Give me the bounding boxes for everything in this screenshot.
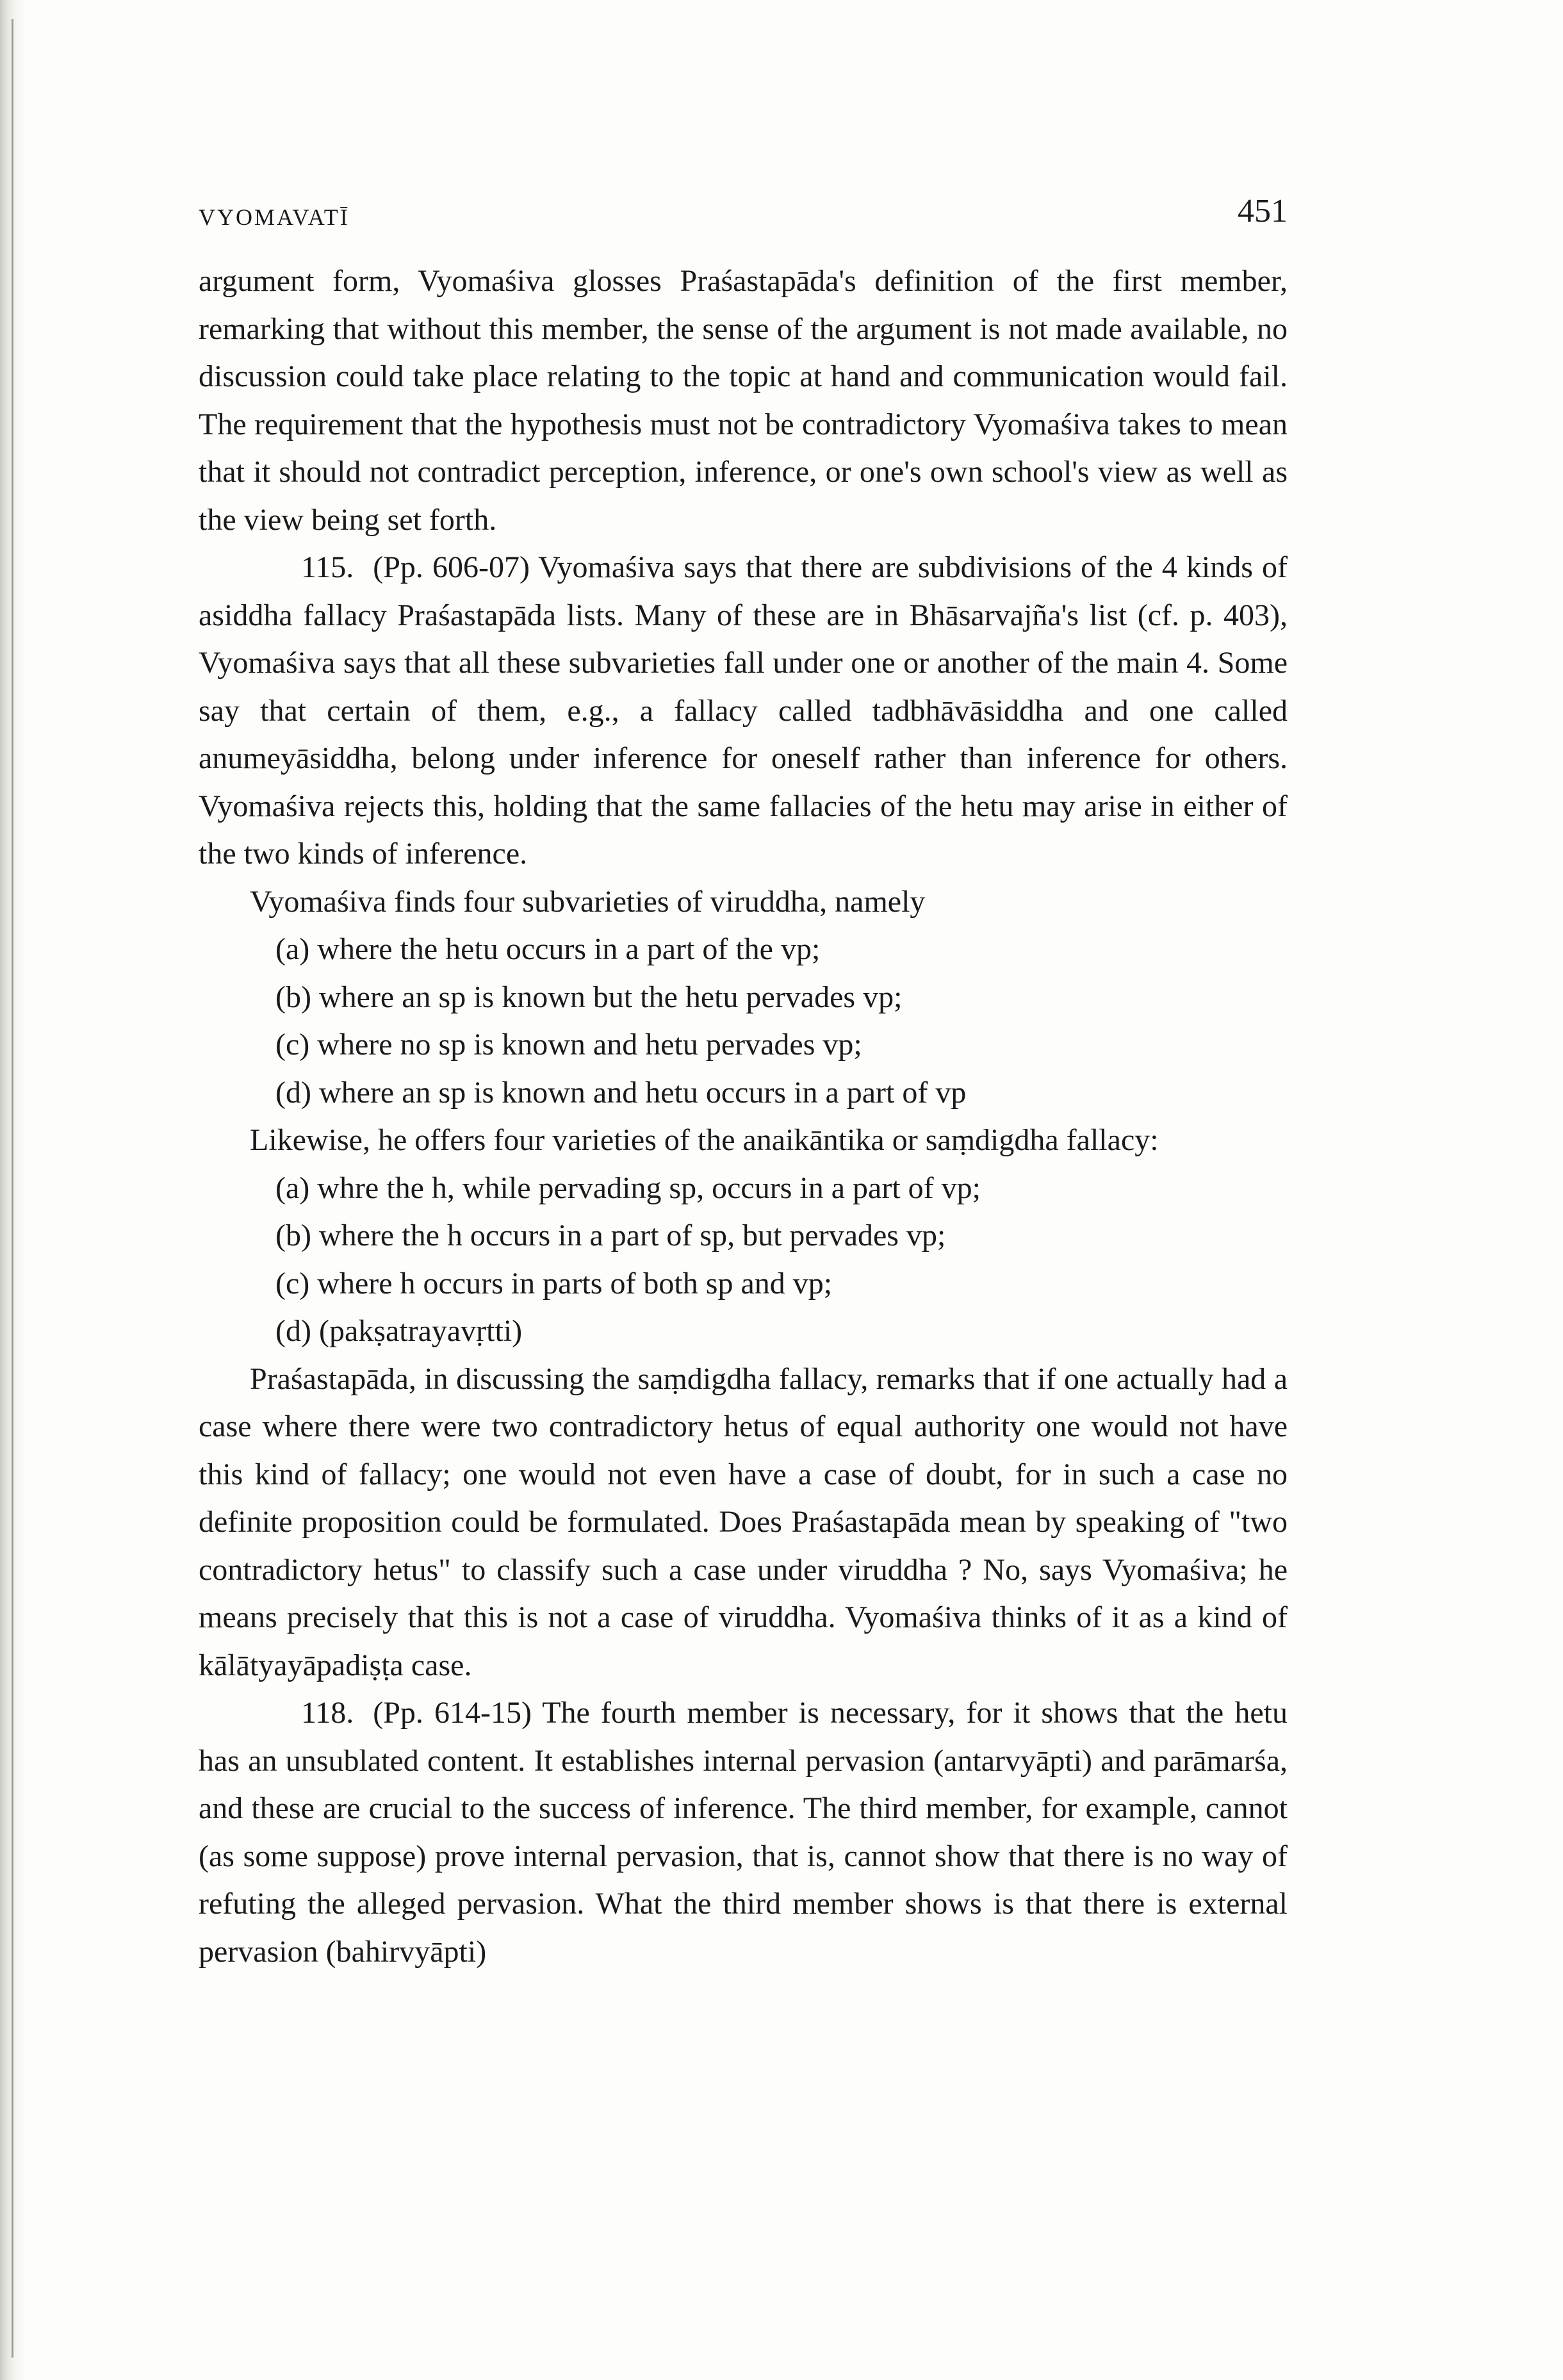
- list-item: (c) where no sp is known and hetu pervades vp;: [275, 1028, 862, 1062]
- paragraph-argument-form: argument form, Vyomaśiva glosses Praśastapāda's definition of the first member, remarking that without this member, the sense of the argument is not made available, no discussion could take place relating to the topic at hand and communication would fail. The requirement that the hypothesis must not be contradictory Vyomaśiva takes to mean that it should not contradict perception, inference, or one's own school's view as well as the view being set forth.: [199, 264, 1288, 537]
- list-item: (b) where the h occurs in a part of sp, but pervades vp;: [275, 1219, 946, 1252]
- list-item: (b) where an sp is known but the hetu pervades vp;: [275, 980, 903, 1014]
- list-item: (d) where an sp is known and hetu occurs in a part of vp: [275, 1075, 967, 1110]
- viruddha-intro: Vyomaśiva finds four subvarieties of viruddha, namely: [250, 884, 926, 919]
- list-item: (d) (pakṣatrayavṛtti): [275, 1314, 523, 1348]
- anaikantika-intro: Likewise, he offers four varieties of the anaikāntika or saṃdigdha fallacy:: [250, 1123, 1159, 1157]
- page-header: [199, 192, 1288, 237]
- list-item: (c) where h occurs in parts of both sp and vp;: [275, 1266, 833, 1301]
- list-item: (a) whre the h, while pervading sp, occurs in a part of vp;: [275, 1170, 981, 1205]
- paragraph-samdigdha: Praśastapāda, in discussing the saṃdigdha fallacy, remarks that if one actually had a case where there were two contradictory hetus of equal authority one would not have this kind of fallacy; one would not even have a case of doubt, for in such a case no definite proposition could be formulated. Does Praśastapāda mean by speaking of "two contradictory hetus" to classify such a case under viruddha ? No, says Vyomaśiva; he means precisely that this is not a case of viruddha. Vyomaśiva thinks of it as a kind of kālātyayāpadiṣṭa case.: [199, 1361, 1288, 1682]
- list-item: (a) where the hetu occurs in a part of the vp;: [275, 932, 821, 966]
- section-text: (Pp. 606-07) Vyomaśiva says that there are subdivisions of the 4 kinds of asiddha fallacy Praśastapāda lists. Many of these are in Bhāsarvajña's list (cf. p. 403), Vyomaśiva says that all these subvarieties fall under one or another of the main 4. Some say that certain of them, e.g., a fallacy called tadbhāvāsiddha and one called anumeyāsiddha, belong under inference for oneself rather than inference for others. Vyomaśiva rejects this, holding that the same fallacies of the hetu may arise in either of the two kinds of inference.: [199, 550, 1288, 871]
- section-text: (Pp. 614-15) The fourth member is necessary, for it shows that the hetu has an unsublated content. It establishes internal pervasion (antarvyāpti) and parāmarśa, and these are crucial to the success of inference. The third member, for example, cannot (as some suppose) prove internal pervasion, that is, cannot show that there is no way of refuting the alleged pervasion. What the third member shows is that there is external pervasion (bahirvyāpti): [199, 1696, 1288, 1969]
- section-115: [199, 544, 1288, 878]
- section-number: 115.: [301, 550, 354, 584]
- section-118: [199, 1689, 1288, 1976]
- section-number: 118.: [301, 1696, 354, 1730]
- page-body: [199, 258, 1288, 1976]
- running-head: VYOMAVATĪ: [199, 204, 350, 230]
- scan-binding-line: [12, 19, 13, 2358]
- page-number: 451: [1238, 193, 1288, 229]
